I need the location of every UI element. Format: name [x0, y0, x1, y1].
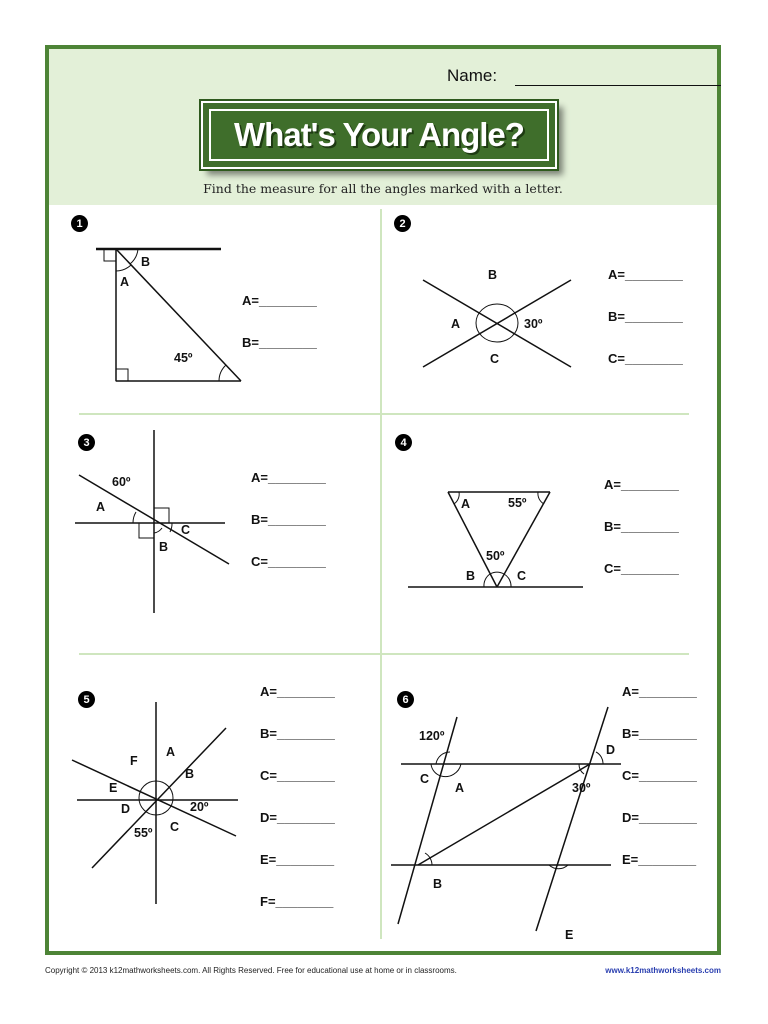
name-label: Name:	[447, 66, 498, 85]
problem-5	[49, 654, 381, 951]
angle-label-c: C	[170, 820, 180, 834]
angle-label-a: A	[461, 497, 471, 511]
problem-2	[381, 205, 717, 414]
given-angle-label-2: 30º	[572, 781, 591, 795]
problem-number-badge: 5	[78, 691, 95, 708]
website-link[interactable]: www.k12mathworksheets.com	[605, 966, 721, 975]
problem-number-badge: 4	[395, 434, 412, 451]
angle-label-a: A	[451, 317, 461, 331]
given-angle-label: 30º	[524, 317, 543, 331]
given-angle-label: 60º	[112, 475, 131, 489]
answer-field-c[interactable]: C=________	[604, 561, 679, 576]
answer-field-b[interactable]: B=________	[622, 726, 697, 741]
instructions: Find the measure for all the angles marked with a letter.	[203, 181, 563, 196]
angle-label-a: A	[455, 781, 465, 795]
angle-label-b: B	[185, 767, 195, 781]
angle-label-b: B	[141, 255, 151, 269]
given-angle-label-1: 20º	[190, 800, 209, 814]
angle-label-d: D	[606, 743, 616, 757]
angle-label-c: C	[420, 772, 430, 786]
answer-field-c[interactable]: C=________	[260, 768, 335, 783]
angle-label-b: B	[488, 268, 498, 282]
answer-field-b[interactable]: B=________	[260, 726, 335, 741]
answer-field-b[interactable]: B=________	[608, 309, 683, 324]
answer-field-b[interactable]: B=________	[242, 335, 317, 350]
given-angle-label-2: 55º	[134, 826, 153, 840]
answer-field-a[interactable]: A=________	[608, 267, 683, 282]
answer-field-e[interactable]: E=________	[260, 852, 335, 867]
angle-label-a: A	[166, 745, 176, 759]
problem-number-badge: 1	[71, 215, 88, 232]
angle-label-b: B	[466, 569, 476, 583]
given-angle-label-1: 55º	[508, 496, 527, 510]
answer-field-a[interactable]: A=________	[604, 477, 679, 492]
answer-field-f[interactable]: F=________	[260, 894, 334, 909]
worksheet-frame	[45, 45, 721, 955]
answer-field-d[interactable]: D=________	[260, 810, 335, 825]
problem-number-badge: 2	[394, 215, 411, 232]
problem-1	[49, 205, 381, 414]
angle-label-e: E	[109, 781, 118, 795]
answer-field-a[interactable]: A=________	[251, 470, 326, 485]
angle-label-a: A	[120, 275, 130, 289]
answer-field-b[interactable]: B=________	[604, 519, 679, 534]
angle-label-b: B	[159, 540, 169, 554]
problem-number-badge: 6	[397, 691, 414, 708]
problem-6	[381, 654, 717, 951]
angle-label-c: C	[490, 352, 500, 366]
problem-3	[49, 414, 381, 654]
angle-label-f: F	[130, 754, 138, 768]
answer-field-d[interactable]: D=________	[622, 810, 697, 825]
angle-label-c: C	[517, 569, 527, 583]
problem-1-diagram	[49, 205, 381, 414]
worksheet-title: What's Your Angle?	[234, 116, 524, 153]
angle-label-a: A	[96, 500, 106, 514]
answer-field-e[interactable]: E=________	[622, 852, 697, 867]
answer-field-a[interactable]: A=________	[260, 684, 335, 699]
given-angle-label-2: 50º	[486, 549, 505, 563]
angle-label-b: B	[433, 877, 443, 891]
given-angle-label-1: 120º	[419, 729, 445, 743]
copyright-notice: Copyright © 2013 k12mathworksheets.com. All Rights Reserved. Free for educational use at home or in classrooms.	[45, 966, 457, 975]
angle-label-c: C	[181, 523, 191, 537]
angle-label-d: D	[121, 802, 131, 816]
answer-field-c[interactable]: C=________	[622, 768, 697, 783]
problem-number-badge: 3	[78, 434, 95, 451]
problem-4-diagram	[381, 414, 717, 654]
given-angle-label: 45º	[174, 351, 193, 365]
answer-field-c[interactable]: C=________	[251, 554, 326, 569]
answer-field-a[interactable]: A=________	[242, 293, 317, 308]
angle-label-e: E	[565, 928, 574, 942]
answer-field-c[interactable]: C=________	[608, 351, 683, 366]
problem-4	[381, 414, 717, 654]
answer-field-b[interactable]: B=________	[251, 512, 326, 527]
answer-field-a[interactable]: A=________	[622, 684, 697, 699]
problem-3-diagram	[49, 414, 381, 654]
